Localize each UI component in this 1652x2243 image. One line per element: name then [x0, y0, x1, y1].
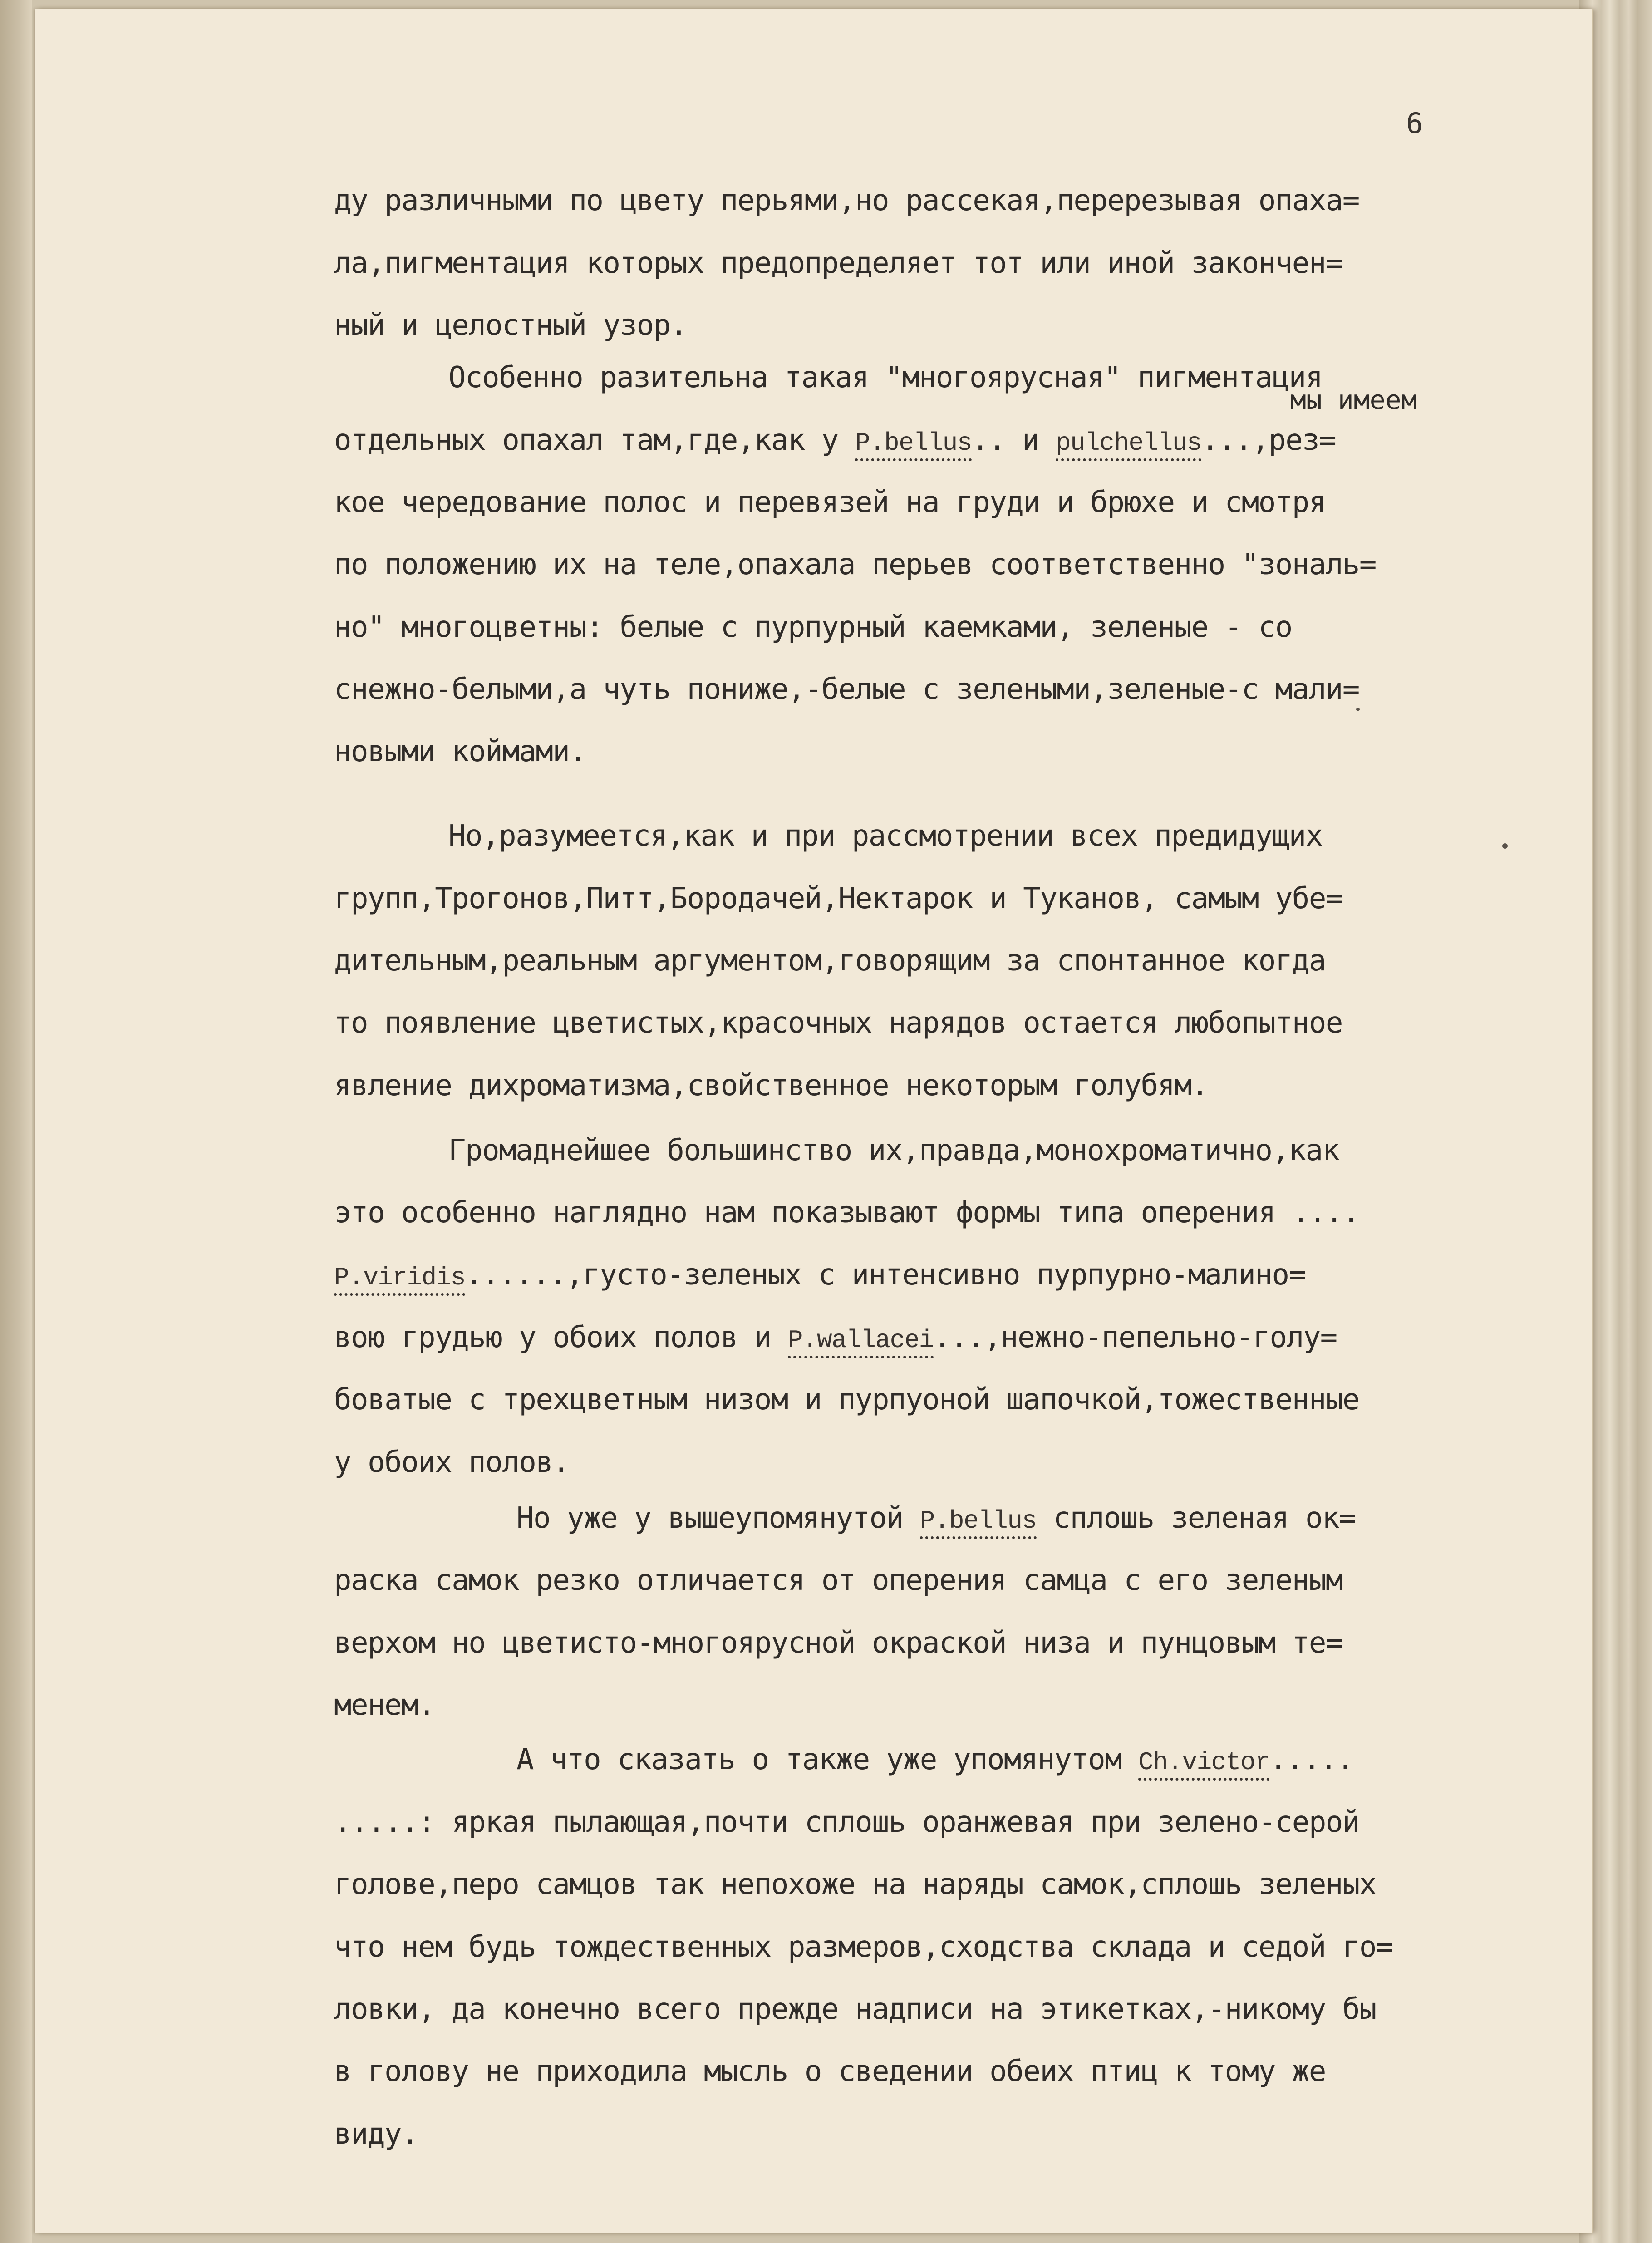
text-line [334, 1383, 1359, 1417]
text-segment: ...,рез= [1201, 423, 1336, 457]
species-name: P.bellus [855, 428, 972, 461]
text-line [334, 1688, 435, 1722]
text-segment: Громаднейшее большинство их,правда,монохроматично,как [448, 1134, 1339, 1167]
text-segment: дительным,реальным аргументом,говорящим за спонтанное когда [334, 944, 1326, 978]
text-line [516, 1745, 1353, 1775]
text-segment: Особенно разительна такая "многоярусная" пигментация [448, 361, 1323, 394]
text-segment: что нем будь тождественных размеров,сходства склада и седой го= [334, 1930, 1393, 1964]
text-line [334, 1448, 569, 1477]
text-line [448, 1136, 1339, 1165]
text-segment: верхом но цветисто-многоярусной окраской низа и пунцовым те= [334, 1626, 1342, 1660]
ink-dot [1356, 708, 1360, 711]
text-segment: новыми коймами. [334, 735, 586, 768]
text-segment: это особенно наглядно нам показывают формы типа оперения .... [334, 1196, 1359, 1230]
text-line [334, 246, 1342, 280]
text-segment: то появление цветистых,красочных нарядов остается любопытное [334, 1006, 1342, 1040]
text-segment: вою грудью у обоих полов и [334, 1321, 788, 1354]
text-segment: в голову не приходила мысль о сведении обеих птиц к тому же [334, 2055, 1326, 2088]
text-segment: у обоих полов. [334, 1446, 570, 1479]
species-name: P.wallacei [788, 1326, 934, 1358]
text-segment: Но уже у вышеупомянутой [516, 1501, 920, 1535]
text-line [334, 675, 1359, 704]
text-segment: .....: яркая пылающая,почти сплошь оранжевая при зелено-серой [334, 1805, 1359, 1839]
text-segment: менем. [334, 1688, 435, 1722]
text-segment: но" многоцветны: белые с пурпурный каемками, зеленые - со [334, 610, 1292, 644]
species-name: P.bellus [920, 1506, 1037, 1539]
ink-dot [1502, 843, 1508, 849]
text-segment: кое чередование полос и перевязей на груди и брюхе и смотря [334, 486, 1326, 519]
species-name: pulchellus [1056, 428, 1201, 461]
text-segment: Но,разумеется,как и при рассмотрении всех предидущих [448, 819, 1323, 853]
text-line [334, 1196, 1359, 1230]
species-name: P.viridis [334, 1263, 465, 1296]
text-segment: .. и [971, 423, 1056, 457]
text-segment: по положению их на теле,опахала перьев соответственно "зональ= [334, 548, 1376, 581]
text-segment: групп,Трогонов,Питт,Бородачей,Нектарок и Туканов, самым убе= [334, 882, 1342, 915]
text-line [334, 423, 1336, 457]
text-line [334, 550, 1376, 579]
text-segment: раска самок резко отличается от оперения самца с его зеленым [334, 1564, 1342, 1597]
typewritten-page [35, 9, 1593, 2233]
text-line [334, 1628, 1342, 1658]
text-segment: явление дихроматизма,свойственное некоторым голубям. [334, 1069, 1208, 1102]
text-line [448, 821, 1323, 851]
text-segment: голове,перо самцов так непоxоже на наряды самок,сплошь зеленых [334, 1868, 1376, 1901]
text-segment: ный и целостный узор. [334, 309, 687, 342]
text-line [334, 884, 1342, 913]
text-line [334, 1566, 1342, 1595]
text-line [334, 1992, 1376, 2026]
text-line [334, 1323, 1337, 1353]
species-name: Ch.victor [1138, 1748, 1269, 1781]
text-segment: боватые с трехцветным низом и пурпуоной шапочкой,тожественные [334, 1383, 1359, 1417]
text-line [334, 944, 1326, 978]
text-segment: ду различными по цвету перьями,но рассекая,перерезывая опаха= [334, 184, 1359, 217]
handwritten-insertion: мы имеем [1290, 384, 1417, 415]
text-line [334, 488, 1326, 517]
text-line [334, 1805, 1359, 1839]
text-segment: ловки, да конечно всего прежде надписи на этикетках,-никому бы [334, 1992, 1376, 2026]
text-segment: ...,нежно-пепельно-голу= [933, 1321, 1337, 1354]
text-line [334, 2117, 418, 2151]
text-line [334, 311, 687, 340]
text-segment: ла,пигментация которых предопределяет тот или иной закончен= [334, 246, 1342, 280]
text-segment: ......,густо-зеленых с интенсивно пурпурно-малино= [465, 1258, 1306, 1292]
text-line [516, 1501, 1356, 1535]
text-line [334, 1870, 1376, 1899]
text-line [334, 186, 1359, 215]
text-segment: виду. [334, 2117, 418, 2151]
text-line [334, 1071, 1208, 1100]
binding-edge [0, 0, 32, 2243]
text-line [334, 1260, 1306, 1290]
text-segment: сплошь зеленая ок= [1036, 1501, 1356, 1535]
text-segment: отдельных опахал там,где,как у [334, 423, 855, 457]
text-line [448, 363, 1323, 392]
text-segment: А что сказать о также уже упомянутом [516, 1743, 1139, 1776]
text-line [334, 1008, 1342, 1038]
text-segment: ..... [1269, 1743, 1354, 1776]
page-number: 6 [1406, 107, 1423, 140]
text-line [334, 2057, 1326, 2086]
text-line [334, 610, 1292, 644]
text-segment: снежно-белыми,а чуть пониже,-белые с зелеными,зеленые-с мали= [334, 673, 1359, 706]
text-line [334, 737, 586, 766]
text-line [334, 1930, 1393, 1964]
